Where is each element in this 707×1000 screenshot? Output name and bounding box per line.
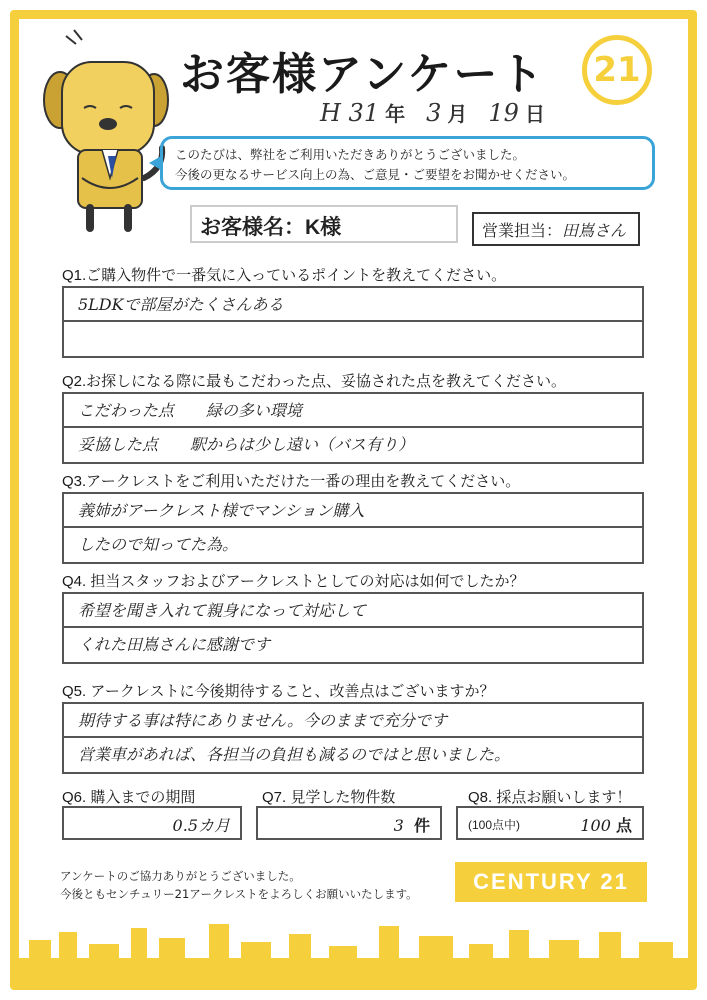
question-8: Q8. 採点お願いします！ [468, 789, 632, 806]
answer-box-8: (100点中) 100 点 [456, 806, 644, 840]
answer-line: 5LDKで部屋がたくさんある [64, 288, 642, 322]
answer-line: 義姉がアークレスト様でマンション購入 [64, 494, 642, 528]
question-5: Q5. アークレストに今後期待すること、改善点はございますか？ [62, 683, 495, 700]
greeting-bubble [160, 136, 655, 190]
answer-line: くれた田嶌さんに感謝です [78, 635, 271, 654]
answer-line: こだわった点 緑の多い環境 [64, 394, 642, 428]
sales-staff: 営業担当：田嶌さん [472, 212, 640, 246]
answer-line: 営業車があれば、各担当の負担も減るのではと思いました。 [78, 745, 511, 764]
footer-message: アンケートのご協力ありがとうございました。 今後ともセンチュリー21アークレストをよろしくお願いいたします。 [60, 869, 418, 901]
customer-name: お客様名：K様 [190, 205, 458, 243]
answer-line: したので知ってた為。 [78, 535, 239, 554]
survey-date: H 31 年 3 月 19 日 [320, 99, 545, 127]
answer-line: 期待する事は特にありません。今のままで充分です [64, 704, 642, 738]
answer-line [64, 322, 642, 356]
page-title: お客様アンケート [180, 49, 546, 100]
question-2: Q2.お探しになる際に最もこだわった点、妥協された点を教えてください。 [62, 373, 567, 390]
question-1: Q1.ご購入物件で一番気に入っているポイントを教えてください。 [62, 267, 507, 284]
town-skyline-illustration [19, 918, 688, 981]
answer-box-5 [62, 702, 644, 774]
answer-line: 妥協した点 駅からは少し遠い（バス有り） [78, 435, 415, 454]
question-3: Q3.アークレストをご利用いただけた一番の理由を教えてください。 [62, 473, 521, 490]
answer-box-1 [62, 286, 644, 358]
answer-box-7: 3 件 [256, 806, 442, 840]
answer-box-6: 0.5カ月 [62, 806, 242, 840]
question-4: Q4. 担当スタッフおよびアークレストとしての対応は如何でしたか？ [62, 573, 525, 590]
answer-line: 希望を聞き入れて親身になって対応して [64, 594, 642, 628]
century21-brand-badge: CENTURY 21 [455, 862, 647, 902]
answer-box-2 [62, 392, 644, 464]
mascot-dog-illustration [32, 28, 172, 233]
answer-box-3 [62, 492, 644, 564]
greeting-line: このたびは、弊社をご利用いただきありがとうございました。 [175, 147, 526, 162]
question-7: Q7. 見学した物件数 [262, 789, 396, 806]
answer-box-4 [62, 592, 644, 664]
century21-logo-icon: 21 [582, 35, 652, 105]
greeting-line: 今後の更なるサービス向上の為、ご意見・ご要望をお聞かせください。 [175, 167, 576, 182]
question-6: Q6. 購入までの期間 [62, 789, 196, 806]
